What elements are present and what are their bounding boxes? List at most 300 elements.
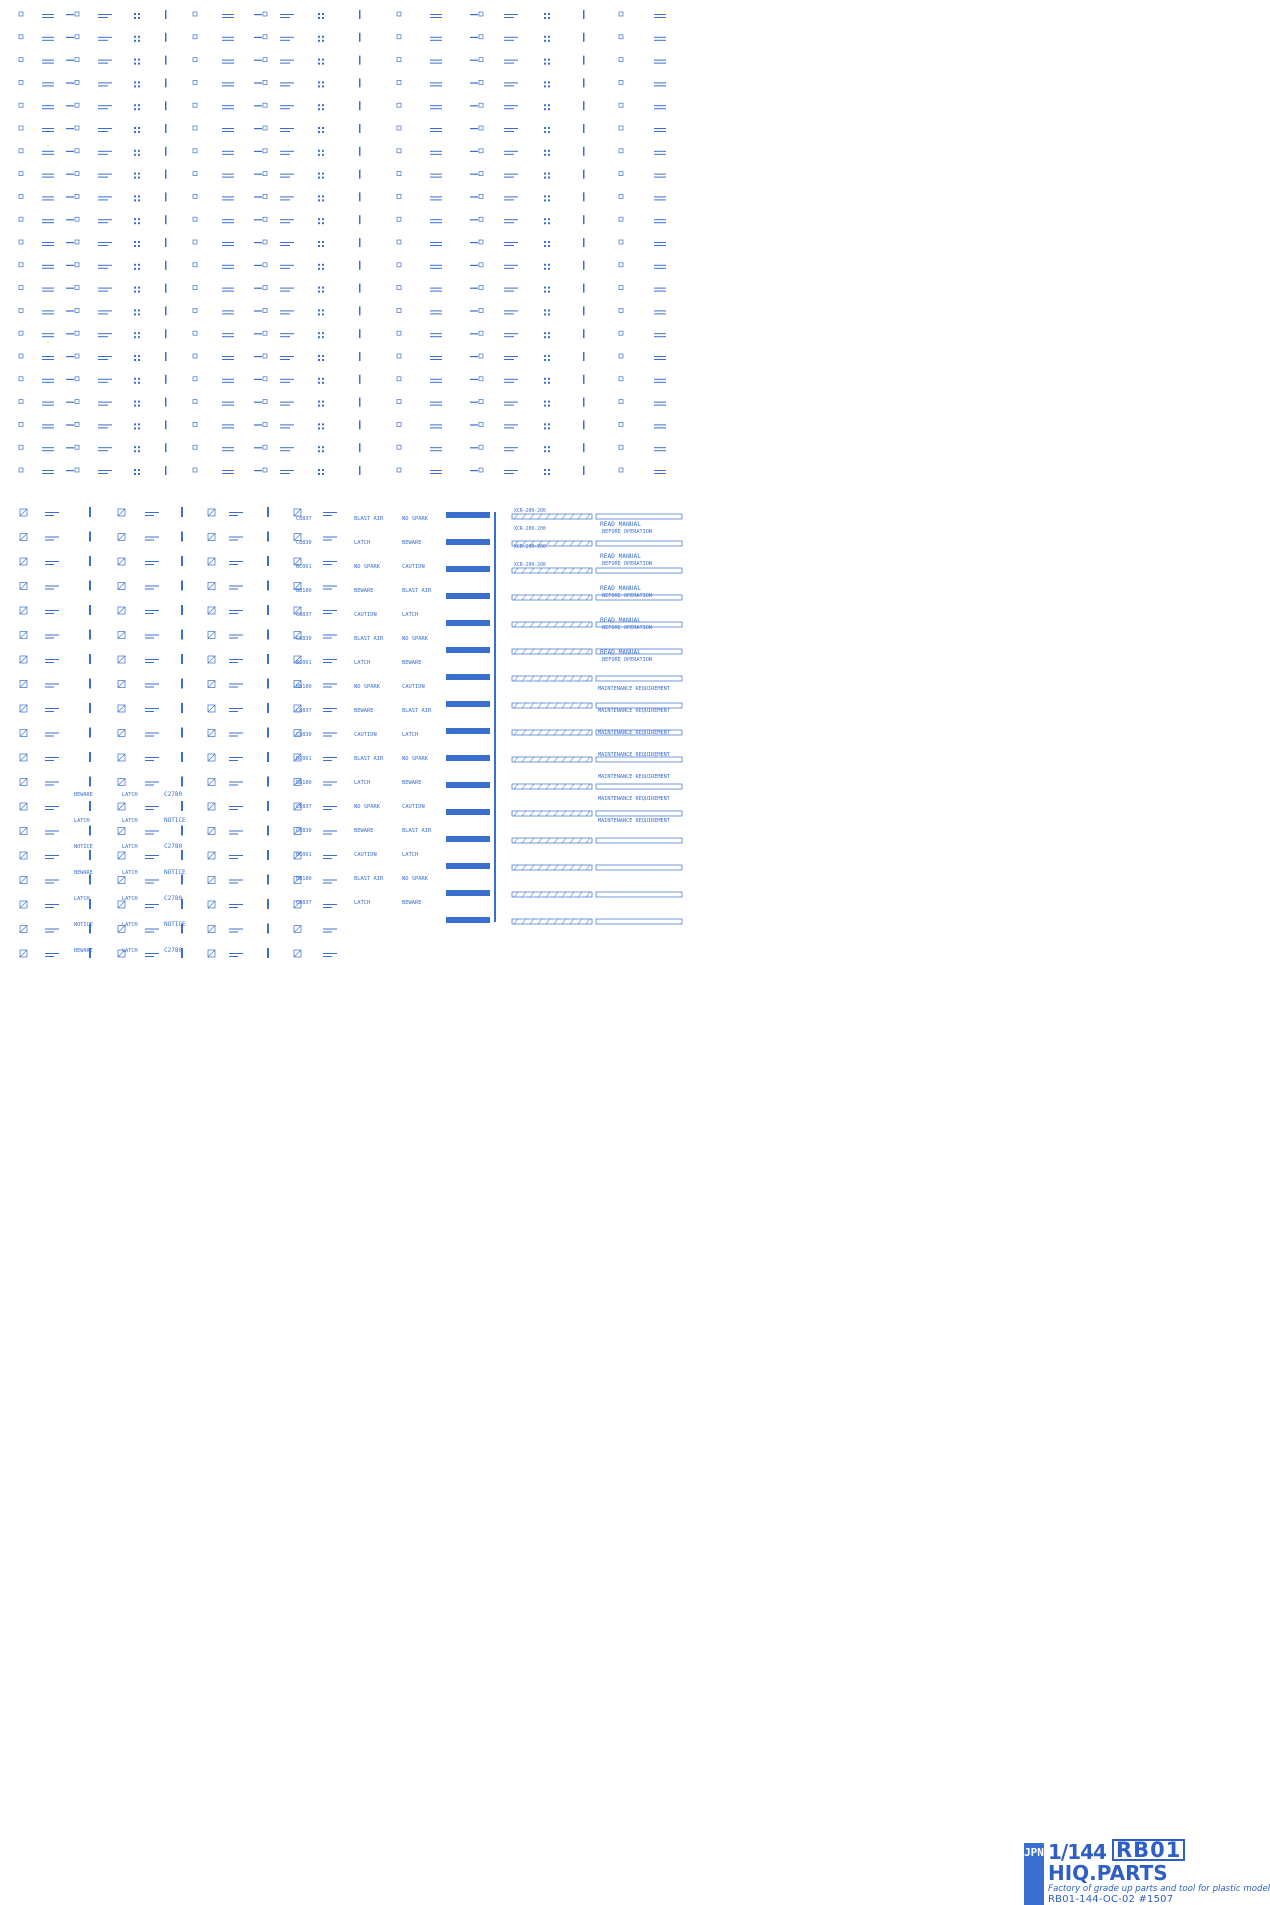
decal-mark: [98, 288, 112, 292]
decal-mark: [45, 929, 59, 933]
decal-mark: [619, 194, 623, 198]
decal-mark: [318, 104, 324, 110]
decal-mark: [267, 777, 269, 787]
decal-mark: [19, 422, 23, 426]
lower-decal-grid: [20, 507, 682, 958]
decal-mark: [134, 173, 140, 179]
decal-mark: [45, 561, 59, 565]
decal-label: LATCH: [354, 540, 371, 546]
decal-mark: [318, 59, 324, 65]
decal-mark: [45, 635, 59, 639]
decal-mark: [430, 219, 442, 223]
decal-mark: [19, 126, 23, 130]
decal-mark: [145, 929, 159, 933]
decal-mark: [583, 147, 585, 156]
decal-mark: [134, 355, 140, 361]
decal-mark: [222, 470, 234, 474]
decal-label: C8830: [296, 636, 312, 642]
decal-mark: [89, 605, 91, 615]
decal-mark: [42, 128, 54, 132]
decal-mark: [89, 801, 91, 811]
decal-mark: [470, 468, 483, 472]
decal-mark: [193, 308, 197, 312]
decal-mark: [222, 219, 234, 223]
decal-mark: [254, 331, 267, 335]
decal-mark: [359, 261, 361, 270]
decal-mark: [134, 332, 140, 338]
decal-mark: [89, 850, 91, 860]
decal-mark: [42, 37, 54, 41]
decal-mark: [544, 36, 550, 42]
decal-mark: [544, 13, 550, 19]
decal-mark: [134, 401, 140, 407]
decal-mark: [193, 354, 197, 358]
decal-mark: [222, 242, 234, 246]
decal-mark: [254, 286, 267, 290]
decal-mark: [654, 82, 666, 86]
decal-label: LATCH: [122, 922, 138, 928]
decal-mark: [544, 264, 550, 270]
decal-mark: [165, 238, 167, 247]
decal-mark: [294, 509, 301, 516]
decal-mark: [42, 174, 54, 178]
decal-mark: [118, 828, 125, 835]
decal-mark: [470, 217, 483, 221]
decal-label: C2780: [164, 947, 183, 954]
decal-mark: [280, 470, 294, 474]
decal-label: READ MANUAL: [600, 617, 641, 624]
decal-mark: [66, 126, 79, 130]
decal-mark: [267, 924, 269, 934]
decal-mark: [504, 151, 518, 155]
decal-mark: [193, 377, 197, 381]
decal-mark: [181, 654, 183, 664]
decal-mark: [229, 512, 243, 516]
decal-label: CAUTION: [402, 804, 425, 810]
decal-mark: [397, 217, 401, 221]
decal-mark: [504, 60, 518, 64]
decal-mark: [134, 195, 140, 201]
decal-mark: [254, 217, 267, 221]
decal-mark: [20, 534, 27, 541]
decal-mark: [181, 679, 183, 689]
warning-panel: [446, 647, 682, 654]
decal-mark: [544, 446, 550, 452]
decal-mark: [280, 174, 294, 178]
decal-mark: [134, 104, 140, 110]
decal-mark: [42, 60, 54, 64]
decal-mark: [66, 331, 79, 335]
decal-mark: [193, 240, 197, 244]
decal-mark: [430, 310, 442, 314]
decal-mark: [19, 12, 23, 16]
decal-mark: [66, 149, 79, 153]
decal-mark: [229, 733, 243, 737]
decal-label: BLAST AIR: [402, 828, 432, 834]
decal-mark: [193, 80, 197, 84]
decal-label: BEWARE: [402, 780, 422, 786]
decal-mark: [254, 58, 267, 62]
decal-mark: [181, 826, 183, 836]
decal-mark: [359, 329, 361, 338]
decal-mark: [193, 103, 197, 107]
decal-mark: [583, 420, 585, 429]
decal-label: XCR-200-200: [514, 509, 546, 514]
decal-mark: [280, 219, 294, 223]
decal-mark: [98, 379, 112, 383]
decal-mark: [45, 537, 59, 541]
decal-mark: [165, 124, 167, 133]
decal-mark: [98, 37, 112, 41]
decal-mark: [254, 194, 267, 198]
region-text: JPN: [1024, 1846, 1044, 1859]
decal-mark: [267, 556, 269, 566]
decal-mark: [318, 309, 324, 315]
decal-label: C8830: [296, 732, 312, 738]
decal-mark: [267, 801, 269, 811]
decal-label: CAUTION: [354, 612, 377, 618]
decal-mark: [583, 124, 585, 133]
decal-label: BC061: [296, 564, 312, 570]
decal-mark: [20, 607, 27, 614]
decal-mark: [323, 561, 337, 565]
decal-mark: [98, 82, 112, 86]
decal-mark: [19, 308, 23, 312]
decal-mark: [42, 242, 54, 246]
decal-mark: [470, 80, 483, 84]
decal-mark: [222, 447, 234, 451]
decal-text-labels: [74, 508, 670, 954]
decal-label: C8837: [296, 708, 312, 714]
decal-mark: [470, 263, 483, 267]
decal-label: NOTICE: [164, 869, 186, 876]
decal-mark: [89, 654, 91, 664]
decal-mark: [20, 558, 27, 565]
decal-mark: [267, 875, 269, 885]
decal-mark: [118, 852, 125, 859]
decal-mark: [118, 534, 125, 541]
decal-mark: [98, 242, 112, 246]
decal-mark: [42, 265, 54, 269]
decal-mark: [193, 468, 197, 472]
decal-mark: [89, 752, 91, 762]
decal-mark: [619, 422, 623, 426]
decal-mark: [66, 308, 79, 312]
decal-mark: [165, 375, 167, 384]
decal-mark: [323, 757, 337, 761]
decal-mark: [359, 466, 361, 475]
decal-mark: [181, 801, 183, 811]
decal-mark: [208, 950, 215, 957]
decal-mark: [359, 192, 361, 201]
decal-mark: [45, 855, 59, 859]
decal-mark: [359, 33, 361, 42]
decal-mark: [544, 309, 550, 315]
decal-mark: [45, 659, 59, 663]
decal-mark: [397, 58, 401, 62]
decal-mark: [66, 58, 79, 62]
decal-mark: [544, 469, 550, 475]
decal-mark: [619, 286, 623, 290]
decal-mark: [583, 466, 585, 475]
decal-mark: [504, 14, 518, 18]
decal-label: BEFORE OPERATION: [602, 625, 652, 631]
decal-mark: [208, 583, 215, 590]
decal-label: BLAST AIR: [354, 756, 384, 762]
decal-mark: [118, 583, 125, 590]
decal-mark: [145, 659, 159, 663]
decal-mark: [470, 126, 483, 130]
decal-mark: [280, 105, 294, 109]
decal-label: CAUTION: [402, 564, 425, 570]
decal-mark: [470, 354, 483, 358]
decal-mark: [619, 80, 623, 84]
decal-label: BEWARE: [354, 828, 374, 834]
decal-mark: [42, 447, 54, 451]
decal-mark: [98, 14, 112, 18]
decal-mark: [208, 509, 215, 516]
decal-label: READ MANUAL: [600, 553, 641, 560]
decal-mark: [544, 173, 550, 179]
decal-mark: [98, 470, 112, 474]
decal-mark: [280, 310, 294, 314]
decal-mark: [654, 379, 666, 383]
decal-mark: [66, 445, 79, 449]
decal-mark: [208, 534, 215, 541]
decal-mark: [359, 56, 361, 65]
decal-mark: [619, 12, 623, 16]
decal-mark: [45, 782, 59, 786]
decal-mark: [118, 558, 125, 565]
decal-mark: [229, 561, 243, 565]
decal-mark: [397, 468, 401, 472]
decal-label: BEWARE: [74, 870, 93, 876]
decal-mark: [280, 14, 294, 18]
decal-mark: [544, 218, 550, 224]
decal-mark: [470, 103, 483, 107]
decal-mark: [267, 679, 269, 689]
decal-label: NO SPARK: [402, 636, 428, 642]
decal-label: BB180: [296, 588, 312, 594]
decal-mark: [19, 35, 23, 39]
decal-mark: [45, 953, 59, 957]
decal-mark: [619, 400, 623, 404]
decal-mark: [19, 217, 23, 221]
decal-mark: [98, 333, 112, 337]
decal-mark: [145, 782, 159, 786]
decal-mark: [280, 128, 294, 132]
decal-mark: [118, 901, 125, 908]
decal-mark: [19, 103, 23, 107]
decal-label: BC061: [296, 852, 312, 858]
decal-mark: [181, 728, 183, 738]
decal-mark: [318, 173, 324, 179]
warning-panel: [446, 539, 682, 546]
decal-mark: [280, 356, 294, 360]
decal-mark: [397, 240, 401, 244]
decal-mark: [397, 377, 401, 381]
decal-mark: [20, 803, 27, 810]
decal-mark: [222, 151, 234, 155]
decal-mark: [42, 105, 54, 109]
decal-mark: [222, 37, 234, 41]
decal-mark: [430, 402, 442, 406]
decal-mark: [619, 172, 623, 176]
decal-mark: [165, 261, 167, 270]
decal-mark: [323, 806, 337, 810]
decal-mark: [318, 423, 324, 429]
decal-mark: [229, 904, 243, 908]
series-label: RB01: [1112, 1839, 1185, 1861]
decal-mark: [98, 265, 112, 269]
decal-mark: [254, 172, 267, 176]
decal-mark: [280, 265, 294, 269]
decal-mark: [397, 80, 401, 84]
decal-mark: [229, 831, 243, 835]
decal-mark: [323, 586, 337, 590]
decal-mark: [134, 469, 140, 475]
decal-mark: [229, 659, 243, 663]
decal-mark: [544, 150, 550, 156]
decal-mark: [98, 447, 112, 451]
decal-mark: [145, 512, 159, 516]
decal-mark: [323, 733, 337, 737]
warning-panel: [446, 512, 682, 519]
decal-mark: [254, 103, 267, 107]
decal-mark: [134, 446, 140, 452]
decal-mark: [66, 194, 79, 198]
decal-mark: [544, 355, 550, 361]
decal-mark: [544, 195, 550, 201]
decal-mark: [583, 78, 585, 87]
decal-mark: [359, 101, 361, 110]
decal-mark: [98, 219, 112, 223]
decal-mark: [165, 329, 167, 338]
decal-mark: [470, 445, 483, 449]
decal-mark: [145, 684, 159, 688]
decal-mark: [430, 82, 442, 86]
decal-mark: [470, 377, 483, 381]
decal-label: XCR-200-200: [514, 527, 546, 532]
decal-label: NOTICE: [164, 921, 186, 928]
decal-mark: [280, 37, 294, 41]
decal-mark: [66, 80, 79, 84]
decal-mark: [45, 610, 59, 614]
decal-mark: [397, 194, 401, 198]
decal-label: NO SPARK: [402, 756, 428, 762]
decal-mark: [583, 56, 585, 65]
decal-mark: [470, 331, 483, 335]
decal-mark: [323, 782, 337, 786]
decal-mark: [504, 242, 518, 246]
decal-mark: [359, 147, 361, 156]
decal-mark: [397, 422, 401, 426]
decal-mark: [359, 215, 361, 224]
decal-mark: [20, 681, 27, 688]
decal-mark: [193, 149, 197, 153]
decal-mark: [654, 265, 666, 269]
decal-mark: [504, 128, 518, 132]
decal-mark: [229, 537, 243, 541]
decal-mark: [430, 379, 442, 383]
decal-mark: [318, 218, 324, 224]
decal-mark: [397, 286, 401, 290]
decal-mark: [145, 708, 159, 712]
decal-mark: [280, 151, 294, 155]
decal-mark: [397, 308, 401, 312]
decal-mark: [619, 308, 623, 312]
decal-mark: [45, 757, 59, 761]
decal-mark: [193, 172, 197, 176]
decal-label: LATCH: [122, 870, 138, 876]
decal-mark: [89, 703, 91, 713]
decal-mark: [280, 379, 294, 383]
decal-mark: [66, 422, 79, 426]
decal-mark: [193, 35, 197, 39]
decal-mark: [134, 241, 140, 247]
decal-mark: [42, 402, 54, 406]
decal-mark: [208, 558, 215, 565]
decal-label: MAINTENANCE REQUIREMENT: [598, 796, 670, 802]
decal-mark: [654, 37, 666, 41]
decal-mark: [42, 356, 54, 360]
decal-mark: [280, 196, 294, 200]
decal-mark: [504, 82, 518, 86]
decal-mark: [193, 400, 197, 404]
decal-mark: [280, 424, 294, 428]
decal-mark: [19, 240, 23, 244]
decal-mark: [19, 286, 23, 290]
decal-label: BB180: [296, 876, 312, 882]
decal-mark: [98, 356, 112, 360]
decal-mark: [318, 287, 324, 293]
decal-mark: [359, 398, 361, 407]
decal-mark: [280, 447, 294, 451]
decal-mark: [118, 877, 125, 884]
decal-mark: [20, 828, 27, 835]
decal-label: LATCH: [122, 844, 138, 850]
decal-label: BEWARE: [354, 708, 374, 714]
decal-mark: [359, 10, 361, 19]
decal-mark: [42, 379, 54, 383]
decal-mark: [66, 263, 79, 267]
decal-mark: [145, 953, 159, 957]
decal-mark: [42, 82, 54, 86]
decal-mark: [165, 306, 167, 315]
decal-mark: [323, 953, 337, 957]
decal-mark: [145, 561, 159, 565]
decal-mark: [654, 402, 666, 406]
decal-mark: [181, 875, 183, 885]
decal-mark: [165, 192, 167, 201]
decal-mark: [145, 586, 159, 590]
decal-mark: [470, 422, 483, 426]
decal-mark: [45, 831, 59, 835]
decal-mark: [323, 929, 337, 933]
decal-mark: [280, 288, 294, 292]
decal-mark: [254, 354, 267, 358]
decal-mark: [583, 170, 585, 179]
decal-mark: [229, 610, 243, 614]
decal-mark: [19, 263, 23, 267]
decal-mark: [165, 10, 167, 19]
decal-mark: [544, 241, 550, 247]
decal-mark: [222, 60, 234, 64]
decal-label: CAUTION: [354, 852, 377, 858]
decal-mark: [208, 803, 215, 810]
decal-mark: [118, 656, 125, 663]
decal-mark: [145, 806, 159, 810]
